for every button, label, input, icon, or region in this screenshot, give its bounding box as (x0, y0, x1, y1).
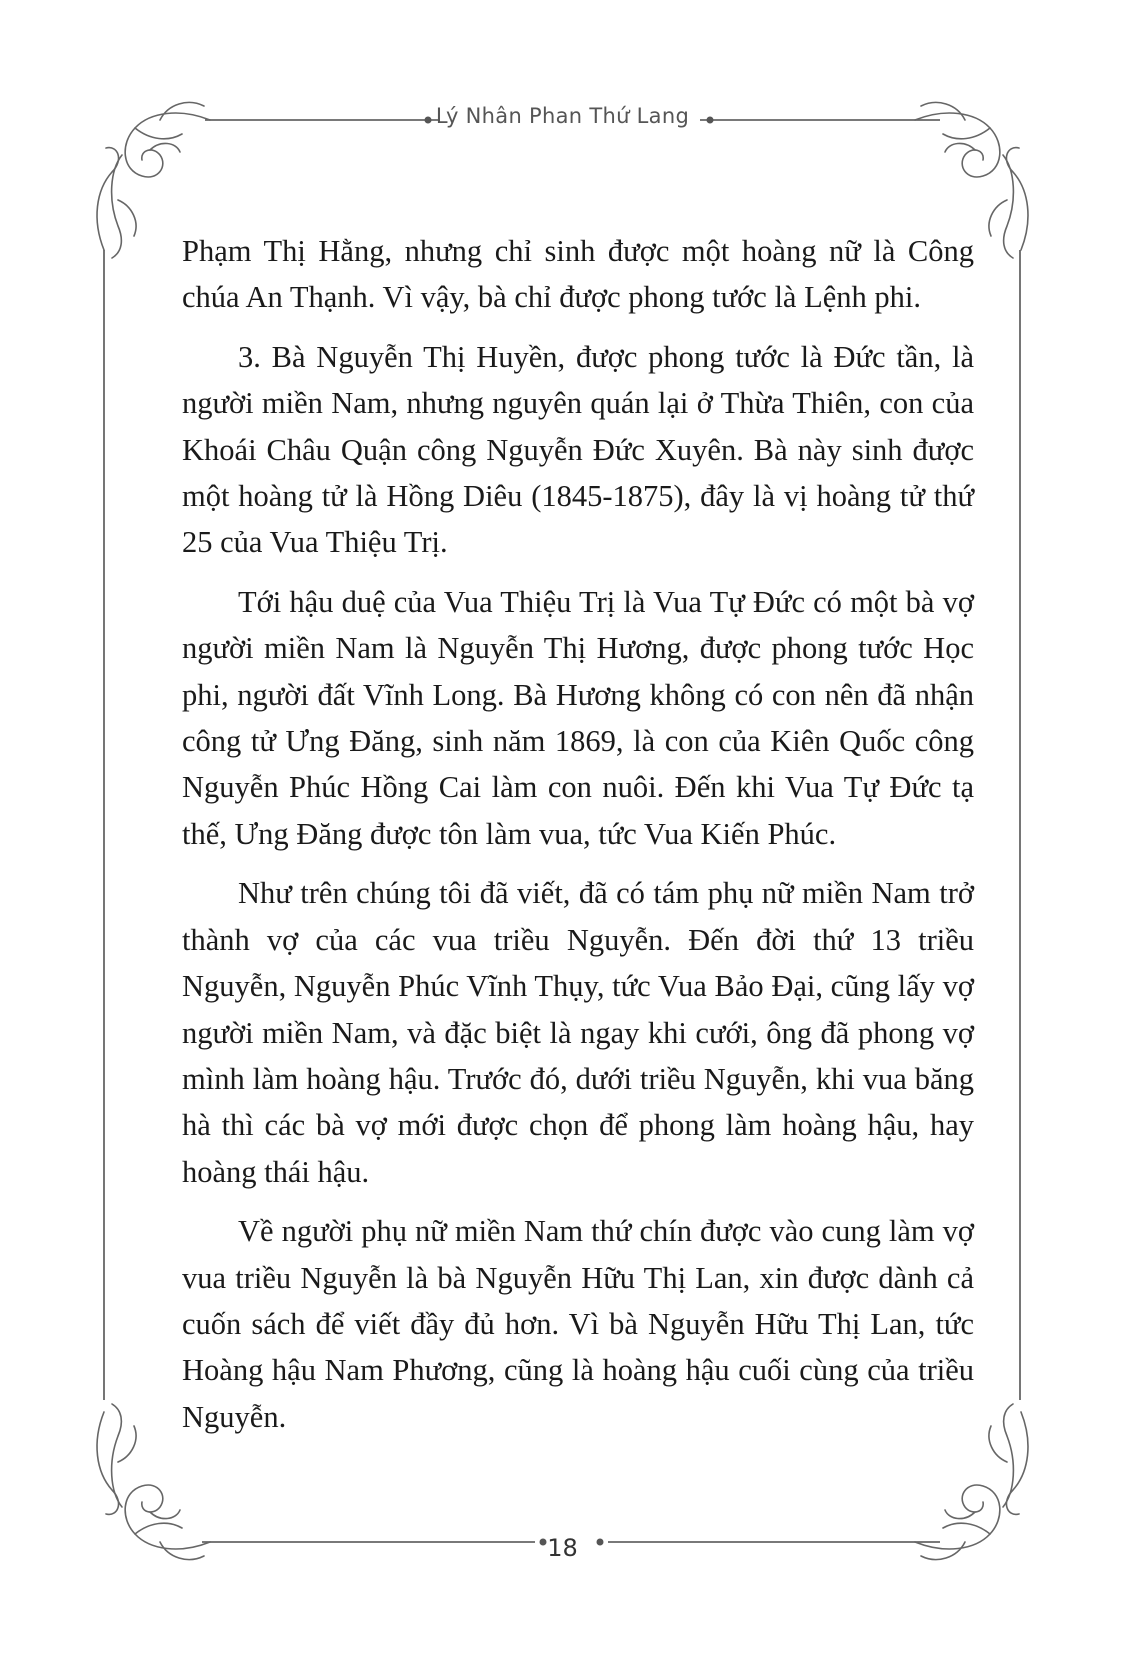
body-text (182, 228, 974, 1453)
paragraph: Như trên chúng tôi đã viết, đã có tám phụ nữ miền Nam trở thành vợ của các vua triều Nguyễn. Đến đời thứ 13 triều Nguyễn, Nguyễn Phúc Vĩnh Thụy, tức Vua Bảo Đại, cũng lấy vợ người miền Nam, và đặc biệt là ngay khi cưới, ông đã phong vợ mình làm hoàng hậu. Trước đó, dưới triều Nguyễn, khi vua băng hà thì các bà vợ mới được chọn để phong làm hoàng hậu, hay hoàng thái hậu. (182, 876, 974, 1189)
paragraph: Tới hậu duệ của Vua Thiệu Trị là Vua Tự Đức có một bà vợ người miền Nam là Nguyễn Thị Hương, được phong tước Học phi, người đất Vĩnh Long. Bà Hương không có con nên đã nhận công tử Ưng Đăng, sinh năm 1869, là con của Kiên Quốc công Nguyễn Phúc Hồng Cai làm con nuôi. Đến khi Vua Tự Đức tạ thế, Ưng Đăng được tôn làm vua, tức Vua Kiến Phúc. (182, 584, 974, 851)
page-number: 18 (547, 1534, 578, 1562)
paragraph: Phạm Thị Hằng, nhưng chỉ sinh được một hoàng nữ là Công chúa An Thạnh. Vì vậy, bà chỉ được phong tước là Lệnh phi. (182, 234, 974, 315)
paragraph: Về người phụ nữ miền Nam thứ chín được vào cung làm vợ vua triều Nguyễn là bà Nguyễn Hữu Thị Lan, xin được dành cả cuốn sách để viết đầy đủ hơn. Vì bà Nguyễn Hữu Thị Lan, tức Hoàng hậu Nam Phương, cũng là hoàng hậu cuối cùng của triều Nguyễn. (182, 1214, 974, 1434)
paragraph: 3. Bà Nguyễn Thị Huyền, được phong tước là Đức tần, là người miền Nam, nhưng nguyên quán lại ở Thừa Thiên, con của Khoái Châu Quận công Nguyễn Đức Xuyên. Bà này sinh được một hoàng tử là Hồng Diêu (1845-1875), đây là vị hoàng tử thứ 25 của Vua Thiệu Trị. (182, 339, 974, 560)
running-header-author: Lý Nhân Phan Thứ Lang (435, 104, 690, 128)
